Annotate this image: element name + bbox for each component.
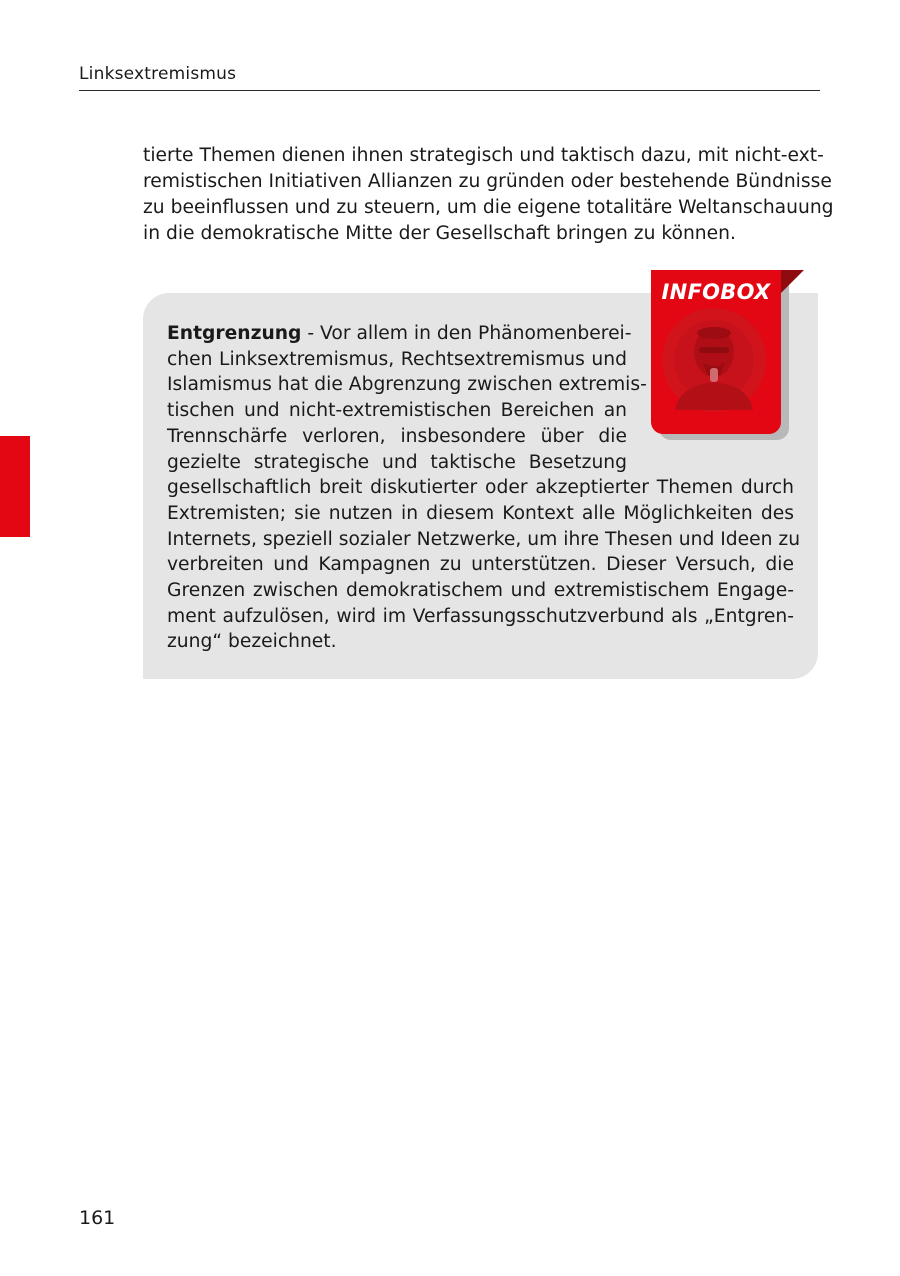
infobox-badge-fold: [781, 270, 804, 293]
infobox-line: verbreiten und Kampagnen zu unterstützen. Dieser Versuch, die: [167, 554, 794, 576]
infobox-badge-label: INFOBOX: [661, 280, 771, 304]
page-number: 161: [79, 1207, 116, 1229]
infobox-line-rest: - Vor allem in den Phänomenberei-: [301, 323, 632, 344]
person-silhouette-icon: [651, 306, 781, 434]
infobox-line: Trennschärfe verloren, insbesondere über die: [167, 425, 627, 447]
infobox-line: Internets, speziell sozialer Netzwerke, um ihre Thesen und Ideen zu: [167, 528, 801, 550]
infobox-line: gesellschaftlich breit diskutierter oder akzeptierter Themen durch: [167, 477, 794, 499]
body-line: remistischen Initiativen Allianzen zu gründen oder bestehende Bündnisse: [143, 171, 832, 192]
infobox-line: Extremisten; sie nutzen in diesem Kontext alle Möglichkeiten des: [167, 502, 794, 524]
infobox-line: [167, 321, 632, 347]
infobox-line: chen Linksextremismus, Rechtsextremismus und: [167, 348, 627, 370]
header-rule: [79, 90, 820, 91]
infobox-line: zung“ bezeichnet.: [167, 631, 337, 653]
infobox-badge: [651, 270, 781, 434]
body-line: in die demokratische Mitte der Gesellschaft bringen zu können.: [143, 223, 736, 244]
infobox-line: Grenzen zwischen demokratischem und extremistischem Engage-: [167, 580, 794, 602]
running-title: Linksextremismus: [79, 64, 237, 84]
infobox-line: Islamismus hat die Abgrenzung zwischen extremis-: [167, 374, 647, 396]
infobox-line: gezielte strategische und taktische Besetzung: [167, 451, 627, 473]
body-line: zu beeinflussen und zu steuern, um die eigene totalitäre Weltanschauung: [143, 197, 834, 218]
body-line: tierte Themen dienen ihnen strategisch und taktisch dazu, mit nicht-ext-: [143, 145, 824, 166]
infobox-term: Entgrenzung: [167, 323, 302, 344]
infobox-line: tischen und nicht-extremistischen Bereichen an: [167, 400, 627, 422]
body-paragraph: [143, 143, 834, 247]
infobox-line: ment aufzulösen, wird im Verfassungsschutzverbund als „Entgren-: [167, 605, 794, 627]
chapter-marker: [0, 436, 30, 537]
